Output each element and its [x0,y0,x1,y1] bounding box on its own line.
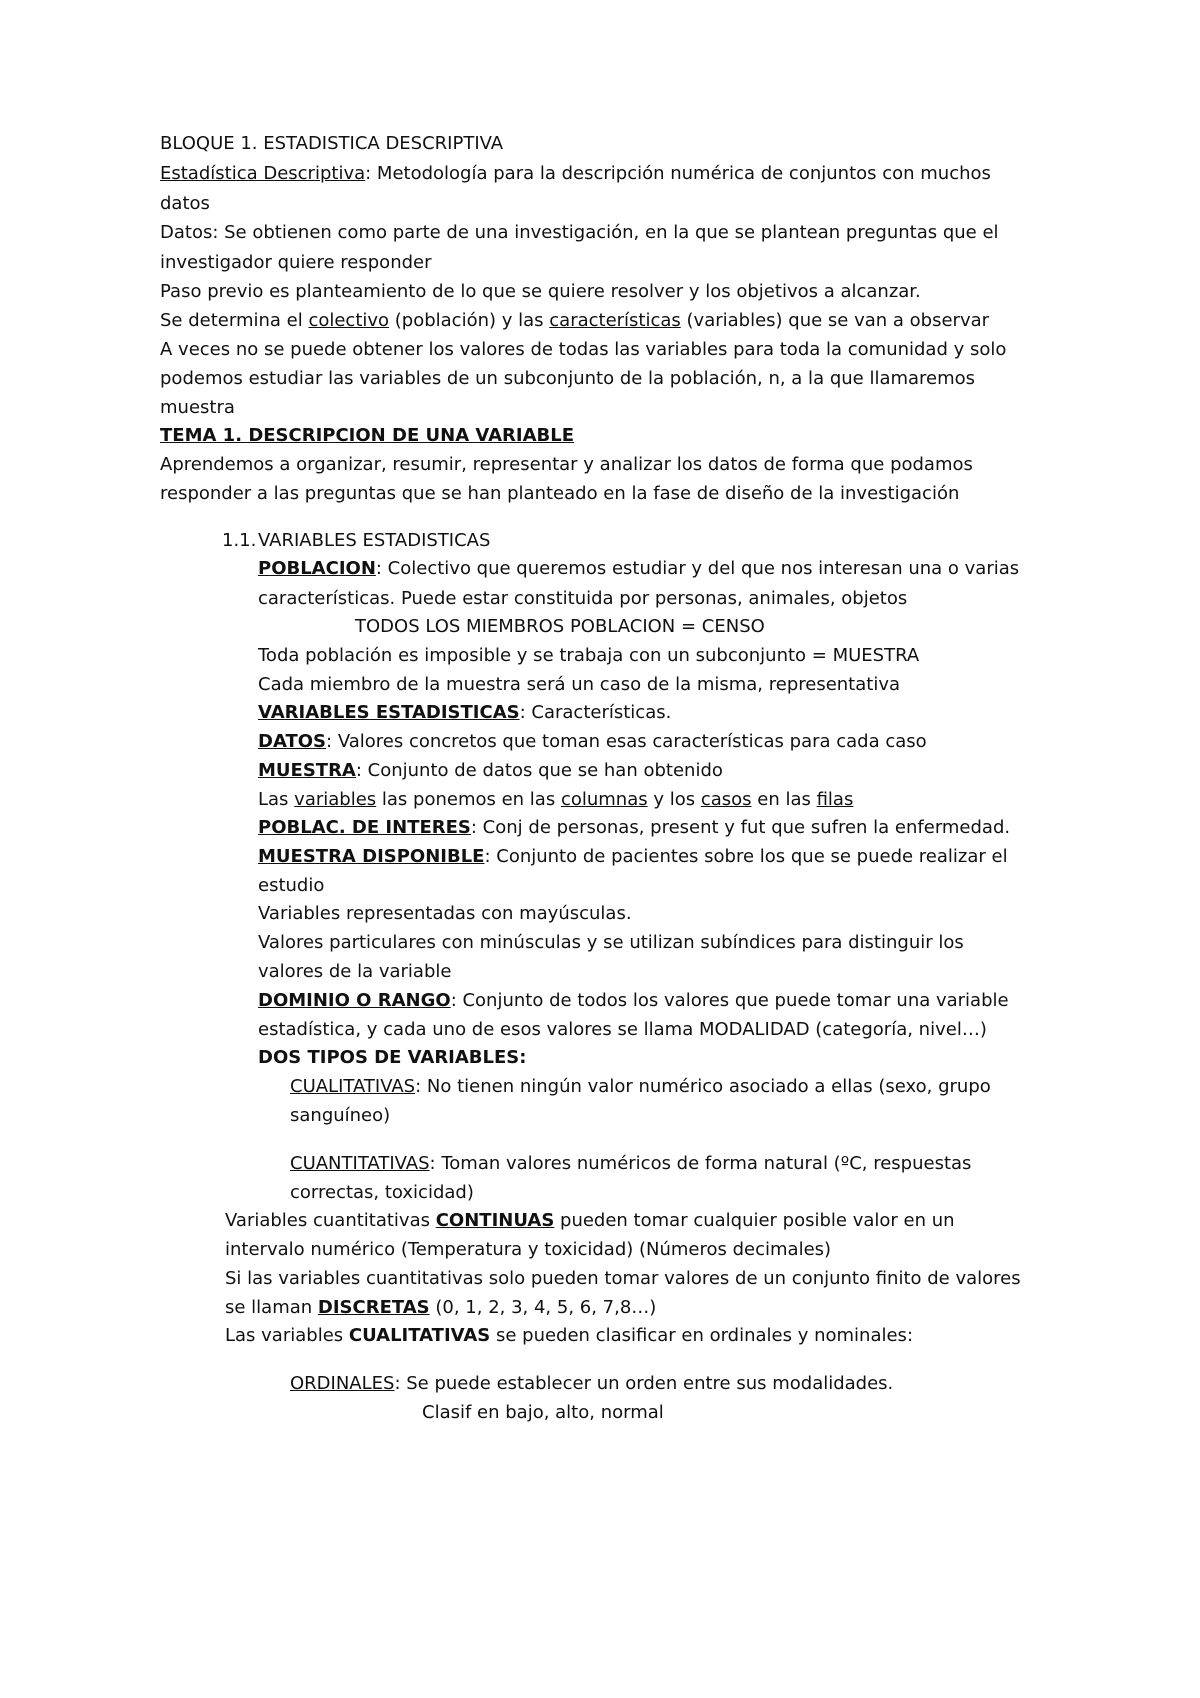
datos-def: : Valores concretos que toman esas características para cada caso [326,731,927,752]
cada-miembro-line: Cada miembro de la muestra será un caso de la misma, representativa [258,674,901,695]
determina-p3: (variables) que se van a observar [680,310,990,331]
aveces-line-1: A veces no se puede obtener los valores de todas las variables para toda la comunidad y solo [160,339,1007,360]
datos-line-1: Datos: Se obtienen como parte de una investigación, en la que se plantean preguntas que el [160,222,999,243]
cuantitativas-def: : Toman valores numéricos de forma natural (ºC, respuestas [429,1153,972,1174]
intro-line [160,163,991,185]
poblacion-term: POBLACION [258,558,376,579]
datos-line-2: investigador quiere responder [160,252,432,273]
valores-particulares-line-1: Valores particulares con minúsculas y se utilizan subíndices para distinguir los [258,932,964,953]
continuas-cont: intervalo numérico (Temperatura y toxicidad) (Números decimales) [225,1239,832,1260]
continuas-line [225,1210,955,1232]
filas-p4: en las [751,789,817,810]
dominio-cont: estadística, y cada uno de esos valores se llama MODALIDAD (categoría, nivel…) [258,1019,987,1040]
poblac-interes-def: : Conj de personas, present y fut que sufren la enfermedad. [470,817,1011,838]
intro-def-cont: datos [160,193,210,214]
aveces-line-3: muestra [160,397,235,418]
discretas-p1: se llaman [225,1297,318,1318]
clasificar-p2: se pueden clasificar en ordinales y nominales: [490,1325,914,1346]
var-mayus-line: Variables representadas con mayúsculas. [258,903,632,924]
muestra-term: MUESTRA [258,760,356,781]
muestra-def-line [258,760,723,782]
muestra-disponible-term: MUESTRA DISPONIBLE [258,846,485,867]
dominio-term: DOMINIO O RANGO [258,990,451,1011]
muestra-disponible-line [258,846,1008,868]
casos-term: casos [700,789,752,810]
poblacion-def: : Colectivo que queremos estudiar y del que nos interesan una o varias [375,558,1020,579]
filas-line [258,789,853,811]
continuas-p1: Variables cuantitativas [225,1210,436,1231]
tema-1-heading: TEMA 1. DESCRIPCION DE UNA VARIABLE [160,425,575,446]
dos-tipos-heading: DOS TIPOS DE VARIABLES: [258,1047,527,1068]
intro-term: Estadística Descriptiva [160,163,366,184]
cualitativas-term: CUALITATIVAS [290,1076,416,1097]
poblacion-cont: características. Puede estar constituida por personas, animales, objetos [258,588,908,609]
muestra-disponible-def: : Conjunto de pacientes sobre los que se puede realizar el [484,846,1008,867]
continuas-term: CONTINUAS [435,1210,555,1231]
filas-p1: Las [258,789,295,810]
ordinales-term: ORDINALES [290,1373,395,1394]
heading [160,133,503,155]
paso-line: Paso previo es planteamiento de lo que se quiere resolver y los objetivos a alcanzar. [160,281,921,302]
dominio-line [258,990,1009,1012]
clasificar-p1: Las variables [225,1325,349,1346]
datos-term: DATOS [258,731,327,752]
discretas-line-1: Si las variables cuantitativas solo pueden tomar valores de un conjunto finito de valores [225,1268,1021,1289]
clasif-line: Clasif en bajo, alto, normal [422,1402,664,1423]
discretas-term: DISCRETAS [317,1297,430,1318]
cuantitativas-line [290,1153,971,1175]
datos-def-line [258,731,927,753]
muestra-def: : Conjunto de datos que se han obtenido [355,760,723,781]
clasificar-line [225,1325,913,1347]
determina-line [160,310,989,332]
determina-p2: (población) y las [389,310,550,331]
poblac-interes-term: POBLAC. DE INTERES [258,817,471,838]
aprendemos-line-1: Aprendemos a organizar, resumir, representar y analizar los datos de forma que podamos [160,454,973,475]
valores-particulares-line-2: valores de la variable [258,961,452,982]
toda-poblacion-line: Toda población es imposible y se trabaja con un subconjunto = MUESTRA [258,645,920,666]
colectivo-term: colectivo [308,310,390,331]
cuantitativas-term: CUANTITATIVAS [290,1153,430,1174]
muestra-disponible-cont: estudio [258,875,325,896]
cuantitativas-cont: correctas, toxicidad) [290,1182,474,1203]
cualitativas-line [290,1076,991,1098]
continuas-p2: pueden tomar cualquier posible valor en un [554,1210,955,1231]
intro-cont [160,193,210,215]
ordinales-line [290,1373,893,1395]
poblac-interes-line [258,817,1010,839]
variables-estadisticas-line [258,702,671,724]
clasificar-term: CUALITATIVAS [348,1325,491,1346]
caracteristicas-term: características [549,310,681,331]
filas-p3: y los [647,789,701,810]
aprendemos-line-2: responder a las preguntas que se han planteado en la fase de diseño de la investigación [160,483,960,504]
heading-text: BLOQUE 1. ESTADISTICA DESCRIPTIVA [160,133,504,154]
section-heading [222,530,490,552]
cualitativas-def: : No tienen ningún valor numérico asociado a ellas (sexo, grupo [415,1076,991,1097]
censo-line: TODOS LOS MIEMBROS POBLACION = CENSO [355,616,765,637]
variables-term: variables [294,789,377,810]
discretas-line-2 [225,1297,656,1319]
section-number: 1.1. [222,530,257,551]
aveces-line-2: podemos estudiar las variables de un subconjunto de la población, n, a la que llamaremos [160,368,976,389]
filas-p2: las ponemos en las [376,789,561,810]
variables-estadisticas-term: VARIABLES ESTADISTICAS [258,702,520,723]
intro-def: : Metodología para la descripción numérica de conjuntos con muchos [365,163,991,184]
dominio-def: : Conjunto de todos los valores que puede tomar una variable [450,990,1009,1011]
discretas-p2: (0, 1, 2, 3, 4, 5, 6, 7,8…) [429,1297,657,1318]
ordinales-def: : Se puede establecer un orden entre sus modalidades. [394,1373,894,1394]
variables-estadisticas-def: : Características. [519,702,672,723]
section-title: VARIABLES ESTADISTICAS [258,530,491,551]
filas-term: filas [816,789,854,810]
cualitativas-cont: sanguíneo) [290,1105,391,1126]
columnas-term: columnas [560,789,648,810]
determina-p1: Se determina el [160,310,309,331]
poblacion-line [258,558,1019,580]
